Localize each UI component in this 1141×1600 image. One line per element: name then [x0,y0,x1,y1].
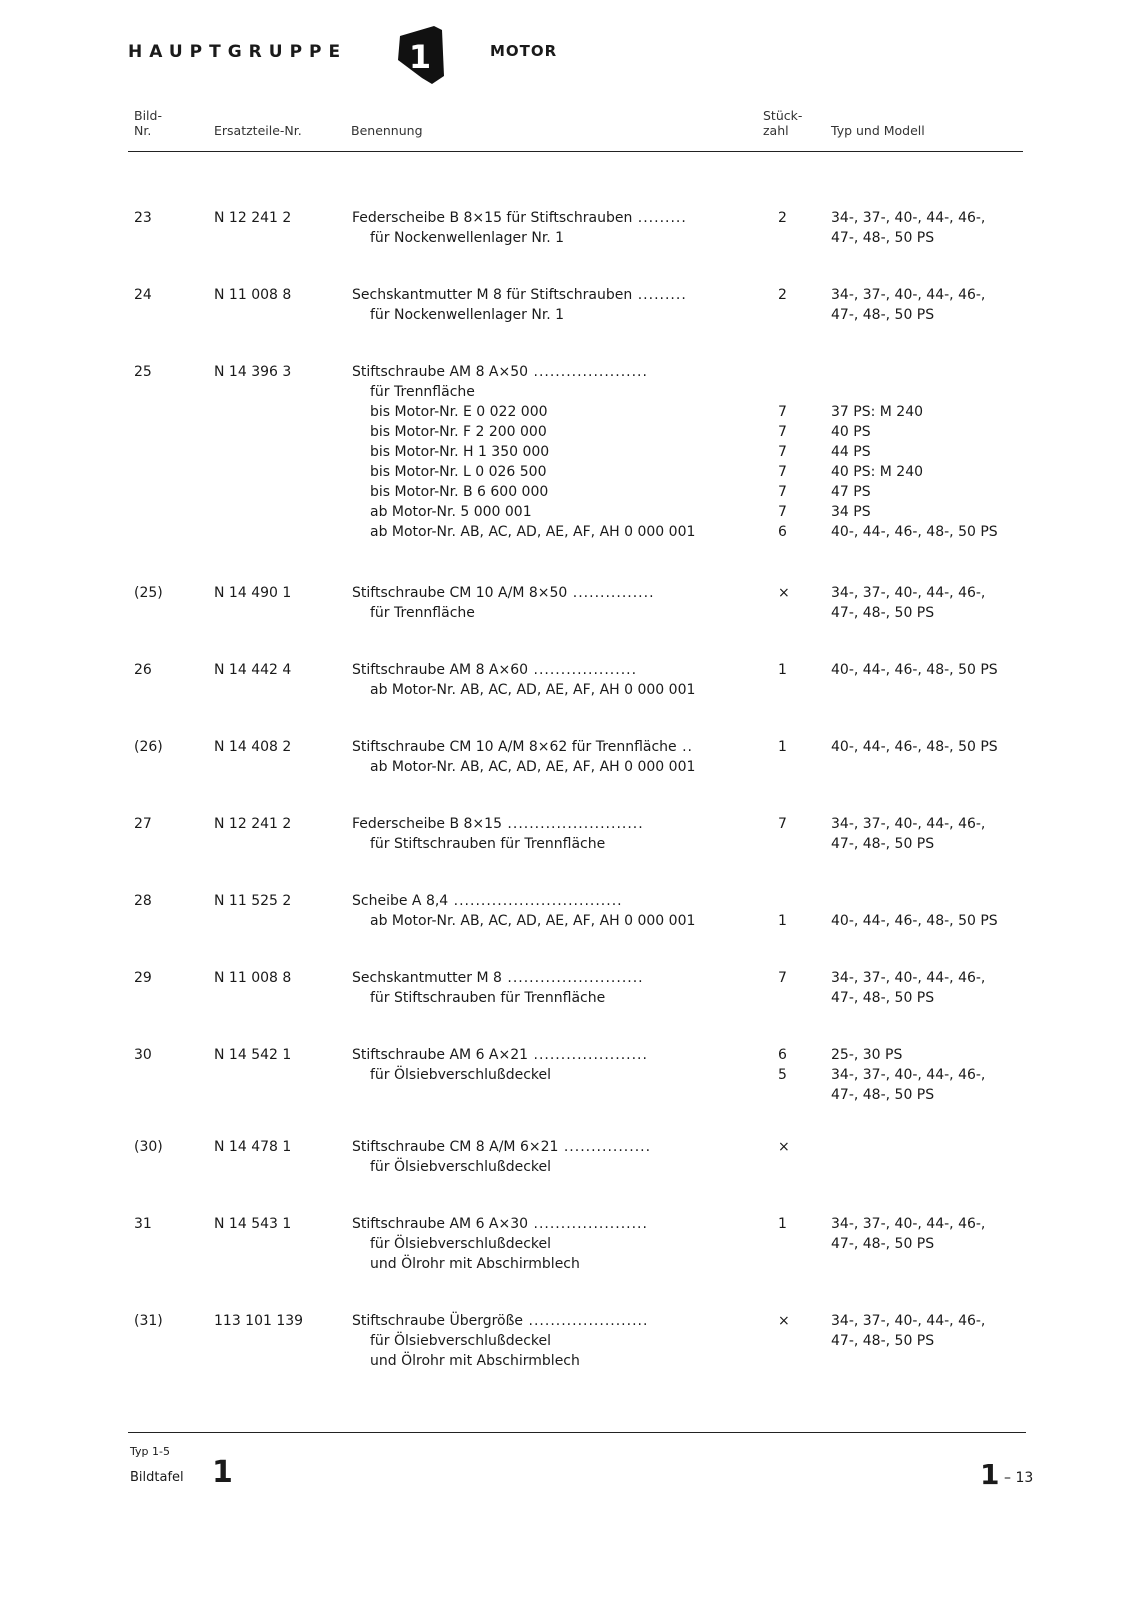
bild-nr: 30 [134,1047,152,1063]
stueckzahl-value: × [778,1139,790,1155]
stueckzahl-value: 7 [778,404,787,420]
ersatzteile-nr: N 12 241 2 [214,816,292,832]
benennung-text: ab Motor-Nr. AB, AC, AD, AE, AF, AH 0 000 001 [370,524,696,540]
leader-dots: .. [676,739,694,755]
typ-modell-value: 44 PS [831,444,871,460]
stueckzahl-value [778,382,802,402]
benennung [352,583,752,623]
typ-modell-value [831,1351,1031,1371]
benennung-text: Scheibe A 8,4 [352,893,449,909]
ersatzteile-nr: N 14 490 1 [214,585,292,601]
typ-modell-value: 34-, 37-, 40-, 44-, 46-, [831,816,986,832]
ersatzteile-nr: N 14 408 2 [214,739,292,755]
stueckzahl [778,583,802,623]
table-row [0,968,1141,1008]
ersatzteile-nr: N 14 543 1 [214,1216,292,1232]
stueckzahl-value: 7 [778,484,787,500]
typ-modell-value: 34-, 37-, 40-, 44-, 46-, [831,1067,986,1083]
leader-dots: ................ [558,1139,652,1155]
stueckzahl-value: 1 [778,913,787,929]
benennung-text: Stiftschraube CM 8 A/M 6×21 [352,1139,559,1155]
typ-modell-value: 34 PS [831,504,871,520]
table-row [0,1137,1141,1177]
stueckzahl-value: 5 [778,1067,787,1083]
ersatzteile-nr: N 12 241 2 [214,210,292,226]
stueckzahl-value [778,603,802,623]
stueckzahl [778,362,802,542]
benennung-text: Sechskantmutter M 8 für Stiftschrauben [352,287,633,303]
table-row [0,1214,1141,1274]
typ-modell [831,660,1031,700]
benennung-text: ab Motor-Nr. AB, AC, AD, AE, AF, AH 0 000 001 [370,682,696,698]
bild-nr: 27 [134,816,152,832]
stueckzahl [778,285,802,325]
stueckzahl-value: 7 [778,504,787,520]
typ-modell-value [831,1254,1031,1274]
stueckzahl-value [778,891,802,911]
benennung [352,891,752,931]
footer-bildtafel-label: Bildtafel [130,1470,184,1485]
page-number-major: 1 [980,1458,1000,1491]
benennung-text: für Stiftschrauben für Trennfläche [370,990,606,1006]
stueckzahl [778,891,802,931]
typ-modell-value: 37 PS: M 240 [831,404,924,420]
benennung-text: bis Motor-Nr. B 6 600 000 [370,484,549,500]
stueckzahl-value: 7 [778,464,787,480]
benennung [352,968,752,1008]
typ-modell [831,1137,1031,1177]
typ-modell-value [831,362,1031,382]
stueckzahl-value: 7 [778,970,787,986]
stueckzahl-value: 7 [778,424,787,440]
typ-modell [831,814,1031,854]
typ-modell-value: 40-, 44-, 46-, 48-, 50 PS [831,913,998,929]
stueckzahl-value: × [778,585,790,601]
stueckzahl [778,1137,802,1177]
typ-modell [831,1311,1031,1371]
typ-modell-value: 47-, 48-, 50 PS [831,1087,935,1103]
stueckzahl [778,1045,802,1105]
stueckzahl-value: × [778,1313,790,1329]
benennung-text: für Nockenwellenlager Nr. 1 [370,307,565,323]
header-rule [128,151,1023,152]
typ-modell [831,968,1031,1008]
col-header-bild-nr: Bild- Nr. [134,108,162,138]
bild-nr: 24 [134,287,152,303]
typ-modell-value: 34-, 37-, 40-, 44-, 46-, [831,1216,986,1232]
col-header-stueckzahl: Stück- zahl [763,108,803,138]
benennung [352,1045,752,1105]
table-row [0,285,1141,325]
stueckzahl-value [778,1331,802,1351]
typ-modell-value [831,1157,1031,1177]
table-row [0,583,1141,623]
benennung-text: ab Motor-Nr. 5 000 001 [370,504,532,520]
table-row [0,362,1141,542]
typ-modell-value [831,891,1031,911]
typ-modell-value: 40-, 44-, 46-, 48-, 50 PS [831,524,998,540]
benennung-text: Stiftschraube AM 8 A×50 [352,364,529,380]
footer-typ: Typ 1-5 [130,1445,170,1458]
typ-modell [831,1214,1031,1274]
typ-modell [831,285,1031,325]
stueckzahl-value: 6 [778,1047,787,1063]
typ-modell-value [831,382,1031,402]
bild-nr: 29 [134,970,152,986]
benennung-text: Stiftschraube AM 8 A×60 [352,662,529,678]
typ-modell-value: 47-, 48-, 50 PS [831,836,935,852]
benennung-text: für Trennfläche [370,605,475,621]
typ-modell [831,362,1031,542]
col-header-benennung: Benennung [351,123,423,138]
benennung [352,737,752,777]
benennung [352,208,752,248]
ersatzteile-nr: N 11 008 8 [214,287,292,303]
bild-nr: 26 [134,662,152,678]
ersatzteile-nr: N 11 525 2 [214,893,292,909]
benennung-text: für Nockenwellenlager Nr. 1 [370,230,565,246]
benennung [352,1311,752,1371]
table-row [0,737,1141,777]
typ-modell-value: 34-, 37-, 40-, 44-, 46-, [831,287,986,303]
typ-modell-value: 34-, 37-, 40-, 44-, 46-, [831,585,986,601]
stueckzahl-value [778,834,802,854]
benennung-text: für Ölsiebverschlußdeckel [370,1159,552,1175]
benennung-text: Sechskantmutter M 8 [352,970,502,986]
stueckzahl-value: 2 [778,287,787,303]
leader-dots: ......... [632,210,687,226]
stueckzahl-value [778,1157,802,1177]
benennung [352,814,752,854]
stueckzahl-value [778,1254,802,1274]
benennung-text: Federscheibe B 8×15 für Stiftschrauben [352,210,633,226]
benennung-text: und Ölrohr mit Abschirmblech [370,1256,580,1272]
benennung-text: für Trennfläche [370,384,475,400]
typ-modell-value [831,1137,1031,1157]
typ-modell-value: 47-, 48-, 50 PS [831,307,935,323]
stueckzahl [778,1214,802,1274]
benennung-text: bis Motor-Nr. F 2 200 000 [370,424,547,440]
leader-dots: ......................... [501,970,644,986]
bild-nr: 28 [134,893,152,909]
bild-nr: (25) [134,585,163,601]
bild-nr: 31 [134,1216,152,1232]
stueckzahl-value: 1 [778,739,787,755]
typ-modell [831,583,1031,623]
typ-modell-value: 47-, 48-, 50 PS [831,990,935,1006]
benennung-text: bis Motor-Nr. L 0 026 500 [370,464,547,480]
group-number: 1 [408,38,432,76]
typ-modell-value: 34-, 37-, 40-, 44-, 46-, [831,970,986,986]
typ-modell-value: 47-, 48-, 50 PS [831,1236,935,1252]
bild-nr: 23 [134,210,152,226]
stueckzahl-value [778,757,802,777]
stueckzahl-value [778,1234,802,1254]
benennung [352,1214,752,1274]
benennung-text: Stiftschraube CM 10 A/M 8×62 für Trennfläche [352,739,677,755]
benennung-text: für Ölsiebverschlußdeckel [370,1236,552,1252]
stueckzahl [778,814,802,854]
benennung-text: bis Motor-Nr. E 0 022 000 [370,404,548,420]
ersatzteile-nr: N 14 442 4 [214,662,292,678]
table-row [0,814,1141,854]
footer-rule [128,1432,1026,1433]
leader-dots: ............................... [448,893,623,909]
leader-dots: ..................... [528,364,648,380]
typ-modell-value: 47-, 48-, 50 PS [831,1333,935,1349]
stueckzahl-value [778,1351,802,1371]
typ-modell-value: 47-, 48-, 50 PS [831,230,935,246]
benennung-text: ab Motor-Nr. AB, AC, AD, AE, AF, AH 0 000 001 [370,759,696,775]
stueckzahl-value [778,1085,802,1105]
stueckzahl-value [778,305,802,325]
stueckzahl [778,968,802,1008]
benennung-text: und Ölrohr mit Abschirmblech [370,1353,580,1369]
table-row [0,208,1141,248]
benennung-text: Stiftschraube Übergröße [352,1313,524,1329]
benennung [352,660,752,700]
ersatzteile-nr: N 14 542 1 [214,1047,292,1063]
ersatzteile-nr: N 11 008 8 [214,970,292,986]
stueckzahl-value: 6 [778,524,787,540]
typ-modell-value: 40 PS [831,424,871,440]
table-row [0,1311,1141,1371]
typ-modell-value [831,757,1031,777]
stueckzahl [778,208,802,248]
leader-dots: ...................... [523,1313,649,1329]
group-number-badge [394,26,446,84]
stueckzahl-value [778,680,802,700]
typ-modell-value: 34-, 37-, 40-, 44-, 46-, [831,210,986,226]
benennung [352,285,752,325]
table-row [0,660,1141,700]
stueckzahl-value [778,228,802,248]
stueckzahl [778,737,802,777]
benennung-text: Stiftschraube CM 10 A/M 8×50 [352,585,568,601]
benennung-text: für Ölsiebverschlußdeckel [370,1067,552,1083]
typ-modell [831,208,1031,248]
typ-modell-value: 47-, 48-, 50 PS [831,605,935,621]
typ-modell [831,1045,1031,1105]
benennung-text: für Stiftschrauben für Trennfläche [370,836,606,852]
footer-bildtafel-number: 1 [212,1455,233,1490]
page-number-minor: – 13 [1004,1470,1034,1486]
ersatzteile-nr: N 14 396 3 [214,364,292,380]
leader-dots: ................... [528,662,638,678]
benennung-text: Stiftschraube AM 6 A×21 [352,1047,529,1063]
stueckzahl-value: 7 [778,444,787,460]
group-name: MOTOR [490,42,558,60]
leader-dots: ......................... [501,816,644,832]
benennung [352,362,752,542]
stueckzahl-value: 1 [778,662,787,678]
leader-dots: ......... [632,287,687,303]
benennung-text: Stiftschraube AM 6 A×30 [352,1216,529,1232]
leader-dots: ..................... [528,1216,648,1232]
table-row [0,1045,1141,1105]
leader-dots: ..................... [528,1047,648,1063]
typ-modell-value: 40-, 44-, 46-, 48-, 50 PS [831,662,998,678]
col-header-ersatzteile-nr: Ersatzteile-Nr. [214,123,302,138]
typ-modell-value: 40 PS: M 240 [831,464,924,480]
typ-modell-value [831,680,1031,700]
stueckzahl [778,660,802,700]
bild-nr: 25 [134,364,152,380]
benennung-text: für Ölsiebverschlußdeckel [370,1333,552,1349]
typ-modell-value: 34-, 37-, 40-, 44-, 46-, [831,1313,986,1329]
benennung-text: ab Motor-Nr. AB, AC, AD, AE, AF, AH 0 000 001 [370,913,696,929]
typ-modell [831,891,1031,931]
bild-nr: (26) [134,739,163,755]
bild-nr: (30) [134,1139,163,1155]
group-label: HAUPTGRUPPE [128,42,348,62]
leader-dots: ............... [567,585,655,601]
bild-nr: (31) [134,1313,163,1329]
benennung-text: Federscheibe B 8×15 [352,816,502,832]
benennung-text: bis Motor-Nr. H 1 350 000 [370,444,550,460]
table-row [0,891,1141,931]
stueckzahl [778,1311,802,1371]
ersatzteile-nr: 113 101 139 [214,1313,304,1329]
typ-modell-value: 25-, 30 PS [831,1047,903,1063]
stueckzahl-value: 1 [778,1216,787,1232]
benennung [352,1137,752,1177]
typ-modell-value: 47 PS [831,484,871,500]
col-header-typ-modell: Typ und Modell [831,123,925,138]
stueckzahl-value: 7 [778,816,787,832]
stueckzahl-value: 2 [778,210,787,226]
ersatzteile-nr: N 14 478 1 [214,1139,292,1155]
stueckzahl-value [778,362,802,382]
typ-modell-value: 40-, 44-, 46-, 48-, 50 PS [831,739,998,755]
typ-modell [831,737,1031,777]
stueckzahl-value [778,988,802,1008]
